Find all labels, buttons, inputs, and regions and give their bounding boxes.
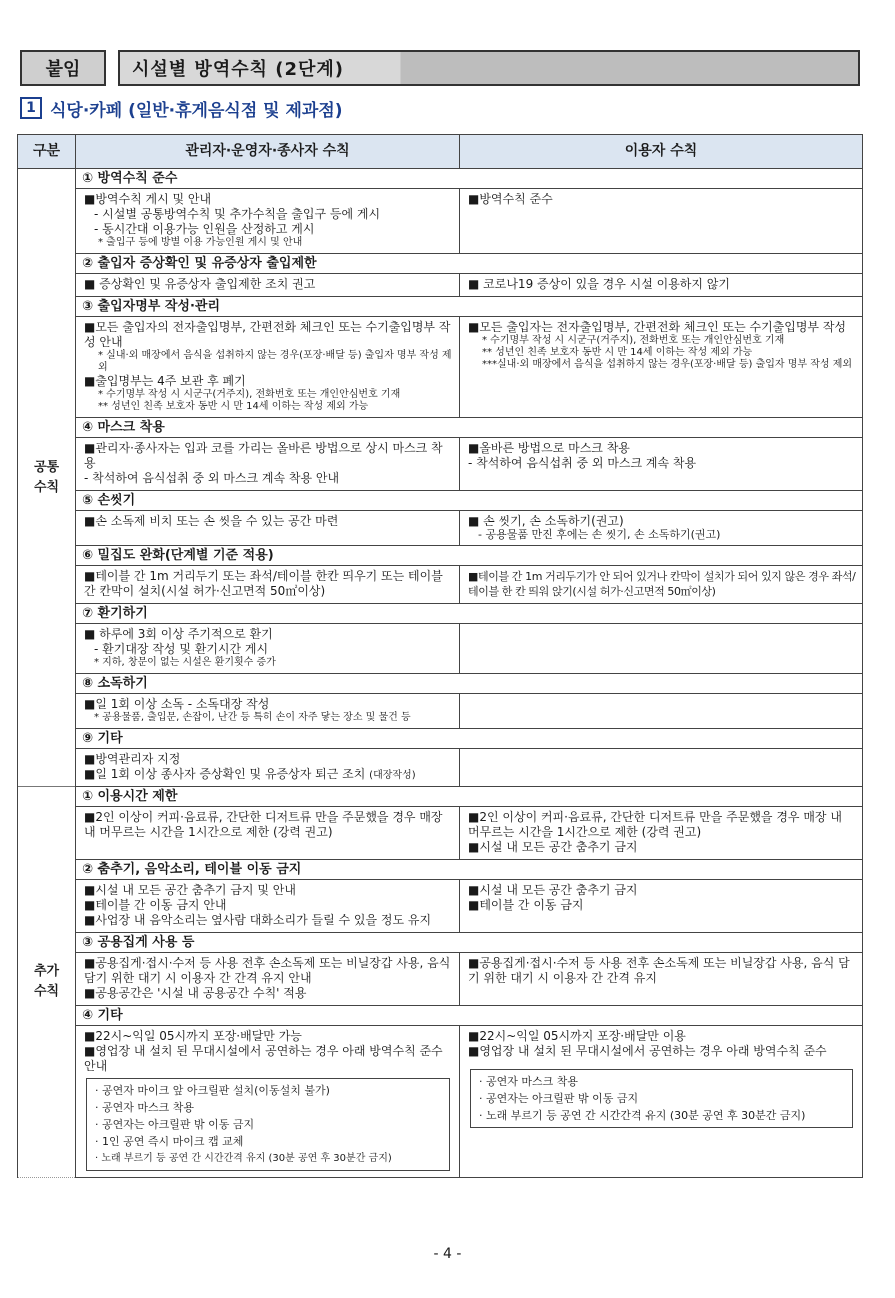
common-rules-label: 공통 수칙: [18, 169, 76, 787]
col-manager: 관리자·운영자·종사자 수칙: [76, 135, 460, 169]
table-row: ■테이블 간 1m 거리두기 또는 좌석/테이블 한칸 띄우기 또는 테이블 간 칸막이 설치(시설 허가·신고면적 50㎡이상) ■테이블 간 1m 거리두기가 안 되어 있거나 칸막이 설치가 되어 있지 않은 경우 좌석/테이블 한 칸 띄워 앉기(시설 허가·신고면적 50㎡이상): [18, 566, 863, 604]
section-number: 1: [20, 97, 42, 119]
section-title: 식당·카페 (일반·휴게음식점 및 제과점): [50, 100, 343, 121]
table-row: ■손 소독제 비치 또는 손 씻을 수 있는 공간 마련 ■ 손 씻기, 손 소독하기(권고) - 공용물품 만진 후에는 손 씻기, 손 소독하기(권고): [18, 511, 863, 546]
common-s6-title: ⑥ 밀집도 완화(단계별 기준 적용): [76, 546, 863, 566]
extra-e4-title: ④ 기타: [76, 1006, 863, 1026]
table-row: ■22시~익일 05시까지 포장·배달만 가능 ■영업장 내 설치 된 무대시설에서 공연하는 경우 아래 방역수칙 준수 안내 · 공연자 마이크 앞 아크릴판 설치(이동설치 불가) · 공연자 마스크 착용 · 공연자는 아크릴판 밖 이동 금지 · 1인 공연 즉시 마이크 캡 교체 · 노래 부르기 등 공연 간 시간간격 유지 (30분 공연 후 30분간 금지) ■22시~익일 05시까지 포장·배달만 이용 ■영업장 내 설치 된 무대시설에서 공연하는 경우 아래 방역수칙 준수 · 공연자 마스크 착용 · 공연자는 아크릴판 밖 이동 금지 · 노래 부르기 등 공연 간 시간간격 유지 (30분 공연 후 30분간 금지): [18, 1026, 863, 1178]
table-row: ■ 증상확인 및 유증상자 출입제한 조치 권고 ■ 코로나19 증상이 있을 경우 시설 이용하지 않기: [18, 274, 863, 297]
table-row: ■일 1회 이상 소독 - 소독대장 작성 * 공용물품, 출입문, 손잡이, 난간 등 특히 손이 자주 닿는 장소 및 물건 등: [18, 694, 863, 729]
common-s1-title: ① 방역수칙 준수: [76, 169, 863, 189]
extra-e2-title: ② 춤추기, 음악소리, 테이블 이동 금지: [76, 860, 863, 880]
common-s4-title: ④ 마스크 착용: [76, 418, 863, 438]
common-s9-title: ⑨ 기타: [76, 729, 863, 749]
table-row: ■방역수칙 게시 및 안내 - 시설별 공통방역수칙 및 추가수칙을 출입구 등에 게시 - 동시간대 이용가능 인원을 산정하고 게시 * 출입구 등에 방별 이용 가능인원 게시 및 안내 ■방역수칙 준수: [18, 189, 863, 254]
page-number: - 4 -: [433, 1246, 462, 1262]
table-row: ■2인 이상이 커피·음료류, 간단한 디저트류 만을 주문했을 경우 매장 내 머무르는 시간을 1시간으로 제한 (강력 권고) ■2인 이상이 커피·음료류, 간단한 디저트류 만을 주문했을 경우 매장 내 머무르는 시간을 1시간으로 제한 (강력 권고) ■시설 내 모든 공간 춤추기 금지: [18, 807, 863, 860]
common-s8-title: ⑧ 소독하기: [76, 674, 863, 694]
table-row: ■방역관리자 지정 ■일 1회 이상 종사자 증상확인 및 유증상자 퇴근 조치 (대장작성): [18, 749, 863, 787]
common-s2-title: ② 출입자 증상확인 및 유증상자 출입제한: [76, 254, 863, 274]
common-s3-title: ③ 출입자명부 작성·관리: [76, 297, 863, 317]
col-category: 구분: [18, 135, 76, 169]
table-row: ■공용집게·접시·수저 등 사용 전후 손소독제 또는 비닐장갑 사용, 음식 담기 위한 대기 시 이용자 간 간격 유지 안내 ■공용공간은 '시설 내 공용공간 수칙' 적용 ■공용집게·접시·수저 등 사용 전후 손소독제 또는 비닐장갑 사용, 음식 담기 위한 대기 시 이용자 간 간격 유지: [18, 953, 863, 1006]
extra-e1-title: ① 이용시간 제한: [76, 787, 863, 807]
col-user: 이용자 수칙: [460, 135, 863, 169]
performer-rules-box-user: · 공연자 마스크 착용 · 공연자는 아크릴판 밖 이동 금지 · 노래 부르기 등 공연 간 시간간격 유지 (30분 공연 후 30분간 금지): [470, 1069, 853, 1128]
section-heading: [20, 95, 343, 121]
table-header-row: [18, 135, 863, 169]
extra-rules-label: 추가 수칙: [18, 787, 76, 1178]
performer-rules-box: · 공연자 마이크 앞 아크릴판 설치(이동설치 불가) · 공연자 마스크 착용 · 공연자는 아크릴판 밖 이동 금지 · 1인 공연 즉시 마이크 캡 교체 · 노래 부르기 등 공연 간 시간간격 유지 (30분 공연 후 30분간 금지): [86, 1078, 450, 1171]
document-title: 시설별 방역수칙 (2단계): [118, 50, 860, 86]
common-s7-title: ⑦ 환기하기: [76, 604, 863, 624]
document-header: [20, 50, 860, 86]
rules-table: [17, 134, 863, 1178]
extra-e3-title: ③ 공용집게 사용 등: [76, 933, 863, 953]
attachment-tag: 붙임: [20, 50, 106, 86]
table-row: ■ 하루에 3회 이상 주기적으로 환기 - 환기대장 작성 및 환기시간 게시 * 지하, 창문이 없는 시설은 환기횟수 증가: [18, 624, 863, 674]
table-row: ■시설 내 모든 공간 춤추기 금지 및 안내 ■테이블 간 이동 금지 안내 ■사업장 내 음악소리는 옆사람 대화소리가 들릴 수 있을 정도 유지 ■시설 내 모든 공간 춤추기 금지 ■테이블 간 이동 금지: [18, 880, 863, 933]
table-row: ■관리자·종사자는 입과 코를 가리는 올바른 방법으로 상시 마스크 착용 - 착석하여 음식섭취 중 외 마스크 계속 착용 안내 ■올바른 방법으로 마스크 착용 - 착석하여 음식섭취 중 외 마스크 계속 착용: [18, 438, 863, 491]
common-s5-title: ⑤ 손씻기: [76, 491, 863, 511]
table-row: ■모든 출입자의 전자출입명부, 간편전화 체크인 또는 수기출입명부 작성 안내 * 실내·외 매장에서 음식을 섭취하지 않는 경우(포장·배달 등) 출입자 명부 작성 제외 ■출입명부는 4주 보관 후 폐기 * 수기명부 작성 시 시군구(거주지), 전화번호 또는 개인안심번호 기재 ** 성년인 친족 보호자 동반 시 만 14세 이하는 작성 제외 가능 ■모든 출입자는 전자출입명부, 간편전화 체크인 또는 수기출입명부 작성 * 수기명부 작성 시 시군구(거주지), 전화번호 또는 개인안심번호 기재 ** 성년인 친족 보호자 동반 시 만 14세 이하는 작성 제외 가능 ***실내·외 매장에서 음식을 섭취하지 않는 경우(포장·배달 등) 출입자 명부 작성 제외: [18, 317, 863, 418]
